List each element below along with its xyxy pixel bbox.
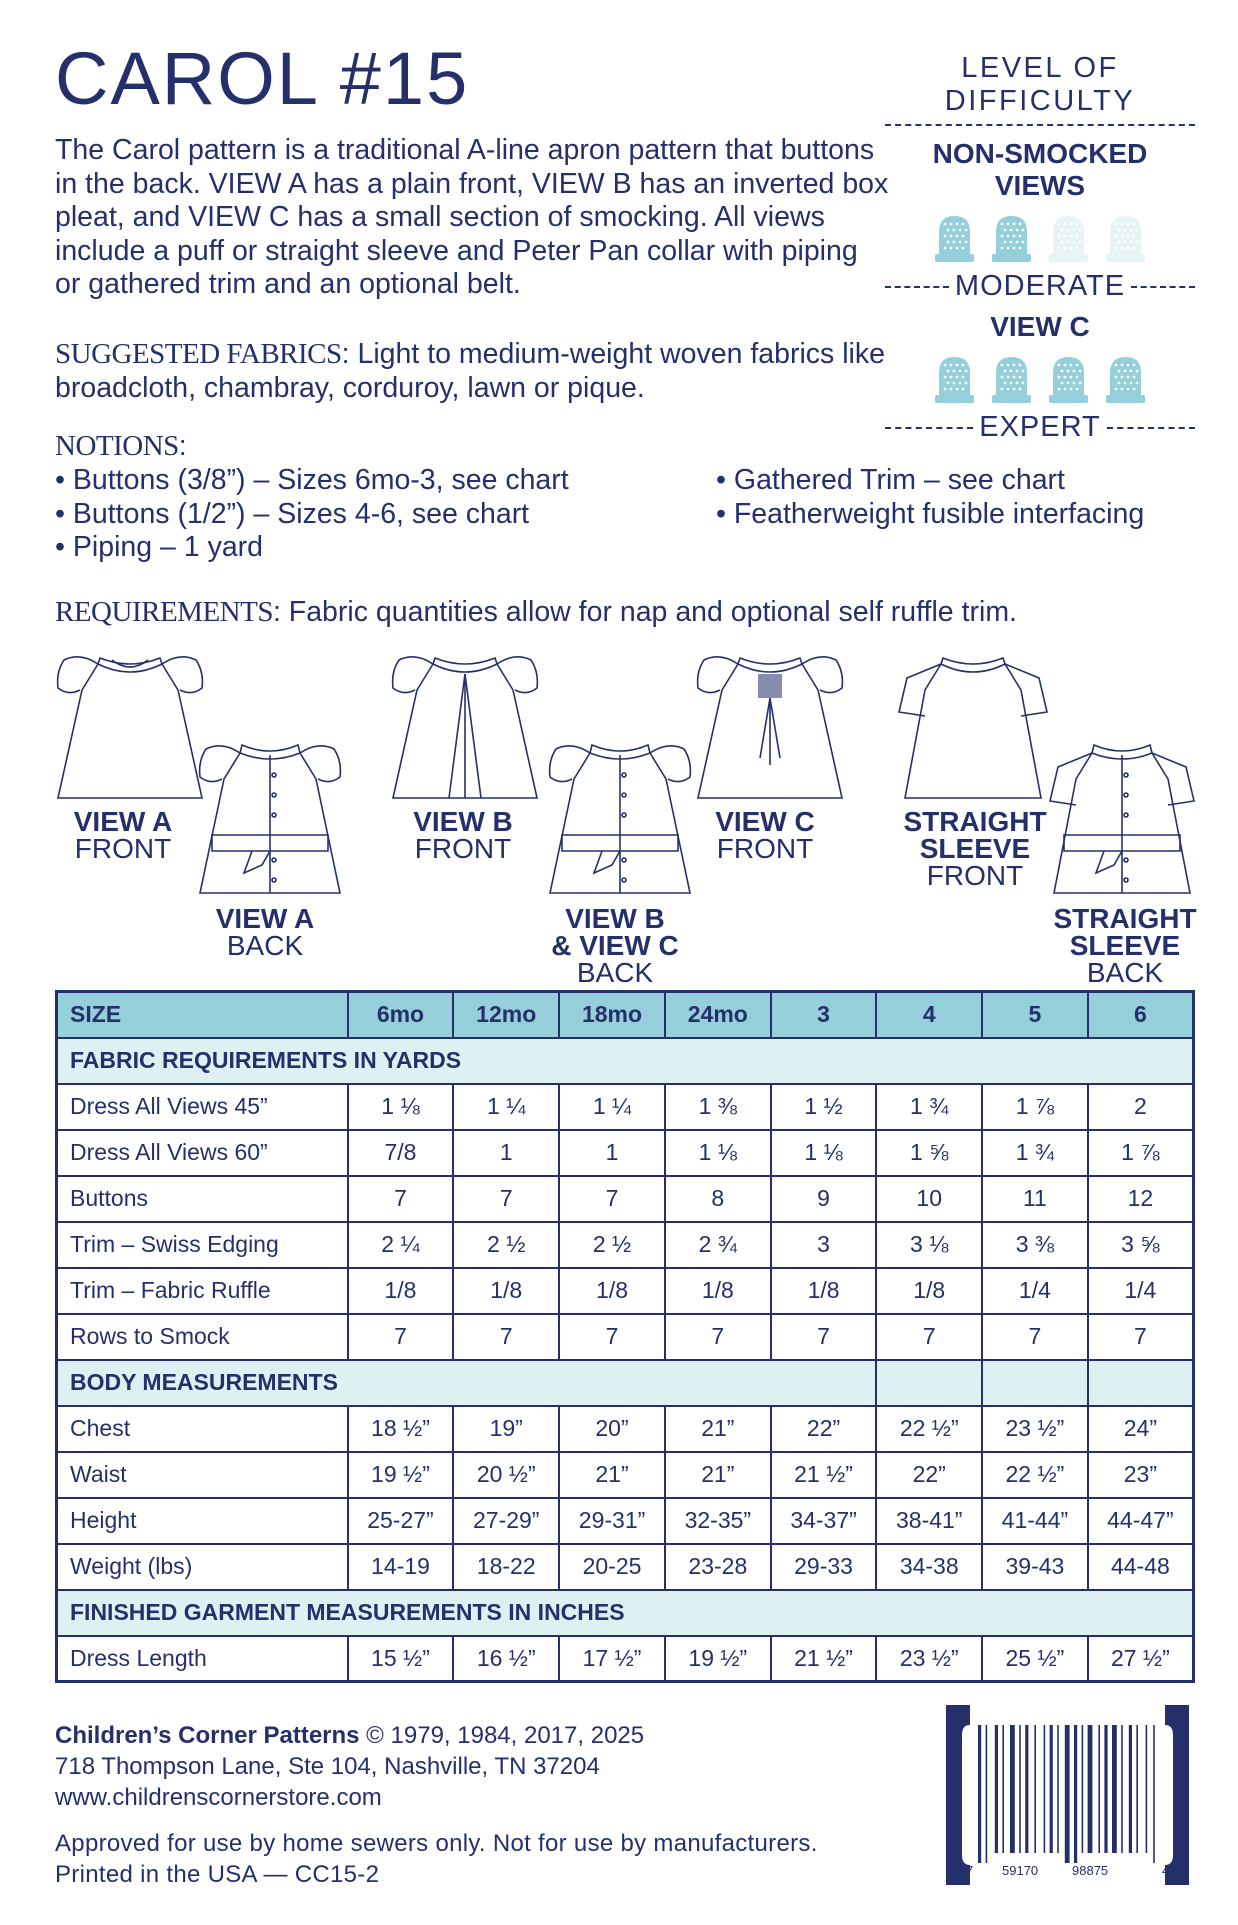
view-b-front-label: VIEW B FRONT <box>413 806 513 864</box>
table-cell: 3 ⅝ <box>1088 1222 1194 1268</box>
size-column-header: 3 <box>771 992 877 1038</box>
table-cell: 29-33 <box>771 1544 877 1590</box>
table-cell: 1 ⅛ <box>665 1130 771 1176</box>
table-cell: 7/8 <box>348 1130 454 1176</box>
table-cell: 44-47” <box>1088 1498 1194 1544</box>
straight-sleeve-back-illustration <box>1042 735 1202 900</box>
table-cell: 34-37” <box>771 1498 877 1544</box>
table-cell: 44-48 <box>1088 1544 1194 1590</box>
table-cell: 1/8 <box>665 1268 771 1314</box>
table-cell: 2 ½ <box>453 1222 559 1268</box>
barcode-bar <box>1025 1725 1028 1853</box>
table-cell: 18 ½” <box>348 1406 454 1452</box>
table-cell: 7 <box>453 1176 559 1222</box>
fabrics-label: SUGGESTED FABRICS <box>55 338 342 370</box>
table-row <box>57 1314 1194 1360</box>
view-bc-back-label: VIEW B & VIEW C BACK <box>551 903 679 988</box>
notions-list-right <box>716 464 1144 531</box>
table-row <box>57 1268 1194 1314</box>
straight-sleeve-front-illustration <box>893 640 1053 805</box>
table-cell: 2 ¼ <box>348 1222 454 1268</box>
table-cell: 1 ¼ <box>559 1084 665 1130</box>
table-cell: 38-41” <box>876 1498 982 1544</box>
thimble-icon <box>988 353 1035 405</box>
table-cell: 7 <box>348 1314 454 1360</box>
straight-sleeve-front-label: STRAIGHT SLEEVE FRONT <box>903 806 1047 891</box>
size-column-header: 4 <box>876 992 982 1038</box>
notions-list-left <box>55 464 569 565</box>
table-group-row <box>57 1590 1194 1636</box>
table-cell: 1/4 <box>1088 1268 1194 1314</box>
row-label: Trim – Fabric Ruffle <box>57 1268 348 1314</box>
table-cell: 1 ⅜ <box>665 1084 771 1130</box>
table-cell: 14-19 <box>348 1544 454 1590</box>
table-cell: 7 <box>665 1314 771 1360</box>
table-header-row <box>57 992 1194 1038</box>
table-cell: 7 <box>771 1314 877 1360</box>
table-row <box>57 1222 1194 1268</box>
table-row <box>57 1636 1194 1682</box>
table-cell: 1/8 <box>348 1268 454 1314</box>
table-cell: 1/8 <box>771 1268 877 1314</box>
table-cell: 3 ⅛ <box>876 1222 982 1268</box>
table-cell: 7 <box>876 1314 982 1360</box>
thimble-icon <box>931 353 978 405</box>
barcode-bar <box>1082 1725 1084 1853</box>
size-column-header: 18mo <box>559 992 665 1038</box>
table-cell: 2 ¾ <box>665 1222 771 1268</box>
table-cell: 22” <box>771 1406 877 1452</box>
table-cell: 1/4 <box>982 1268 1088 1314</box>
row-label: Dress All Views 45” <box>57 1084 348 1130</box>
barcode-bar <box>1129 1725 1132 1853</box>
non-smocked-label: NON-SMOCKED VIEWS <box>932 138 1148 201</box>
table-cell: 22” <box>876 1452 982 1498</box>
printed-text: Printed in the USA — CC15-2 <box>55 1861 380 1888</box>
thimble-icon <box>1102 353 1149 405</box>
thimble-icon <box>988 212 1035 264</box>
requirements-label: REQUIREMENTS <box>55 596 273 628</box>
table-cell: 1 ⅛ <box>771 1130 877 1176</box>
thimble-icon <box>1045 353 1092 405</box>
barcode-bar <box>986 1725 988 1863</box>
table-cell: 22 ½” <box>982 1452 1088 1498</box>
barcode-bar <box>1098 1725 1100 1853</box>
table-cell: 25 ½” <box>982 1636 1088 1682</box>
pattern-title: CAROL #15 <box>55 37 470 120</box>
table-cell: 24” <box>1088 1406 1194 1452</box>
view-c-thimbles <box>885 353 1195 407</box>
table-row <box>57 1084 1194 1130</box>
table-cell: 1 <box>559 1130 665 1176</box>
view-a-back-illustration <box>190 735 350 900</box>
table-cell: 12 <box>1088 1176 1194 1222</box>
table-cell: 11 <box>982 1176 1088 1222</box>
group-heading: FABRIC REQUIREMENTS IN YARDS <box>57 1038 1194 1084</box>
table-cell: 29-31” <box>559 1498 665 1544</box>
table-cell: 23” <box>1088 1452 1194 1498</box>
table-cell: 1 ⅛ <box>348 1084 454 1130</box>
barcode-bar <box>1057 1725 1059 1853</box>
row-label: Buttons <box>57 1176 348 1222</box>
view-a-back-label: VIEW A BACK <box>215 903 315 961</box>
notion-item: • Buttons (1/2”) – Sizes 4-6, see chart <box>55 497 530 530</box>
view-c-level-row <box>885 411 1195 444</box>
notion-item: • Gathered Trim – see chart <box>716 464 1065 496</box>
table-cell: 23 ½” <box>876 1636 982 1682</box>
barcode-bar <box>1112 1725 1117 1853</box>
notion-item: • Featherweight fusible interfacing <box>716 497 1145 530</box>
view-c-level: EXPERT <box>979 411 1101 443</box>
table-cell: 1 ¼ <box>453 1084 559 1130</box>
table-cell: 3 ⅜ <box>982 1222 1088 1268</box>
view-a-front-label: VIEW A FRONT <box>73 806 173 864</box>
table-cell: 9 <box>771 1176 877 1222</box>
notion-item: • Piping – 1 yard <box>55 531 264 563</box>
pattern-description: The Carol pattern is a traditional A-line apron pattern that buttons in the back. VIEW A has a plain front, VIEW B has an inverted box pleat, and VIEW C has a small section of smocking. All views include a puff or straight sleeve and Peter Pan collar with piping or gathered trim and an optional belt. <box>55 134 889 300</box>
table-cell: 21” <box>559 1452 665 1498</box>
usage-notice <box>55 1828 818 1890</box>
table-cell: 32-35” <box>665 1498 771 1544</box>
table-row <box>57 1130 1194 1176</box>
barcode-bar <box>1010 1725 1015 1853</box>
barcode-bar <box>1065 1725 1070 1863</box>
table-cell: 19 ½” <box>665 1636 771 1682</box>
table-cell: 19 ½” <box>348 1452 454 1498</box>
table-cell: 21 ½” <box>771 1636 877 1682</box>
view-c-front-illustration <box>690 640 850 805</box>
table-cell: 39-43 <box>982 1544 1088 1590</box>
table-cell: 10 <box>876 1176 982 1222</box>
table-cell: 20” <box>559 1406 665 1452</box>
website-link[interactable]: www.childrenscornerstore.com <box>55 1784 382 1811</box>
table-cell: 1 ⅞ <box>1088 1130 1194 1176</box>
thimble-icon <box>1102 212 1149 264</box>
view-a-front-illustration <box>50 640 210 805</box>
size-column-header: 24mo <box>665 992 771 1038</box>
table-cell: 8 <box>665 1176 771 1222</box>
barcode-bar <box>1088 1725 1093 1853</box>
table-cell: 27 ½” <box>1088 1636 1194 1682</box>
table-row <box>57 1406 1194 1452</box>
table-row <box>57 1176 1194 1222</box>
suggested-fabrics <box>55 338 905 405</box>
non-smocked-level-row <box>885 270 1195 303</box>
table-cell: 23 ½” <box>982 1406 1088 1452</box>
non-smocked-thimbles <box>885 212 1195 266</box>
barcode-bar <box>1019 1725 1021 1853</box>
requirements-text: : Fabric quantities allow for nap and optional self ruffle trim. <box>272 596 1017 628</box>
table-cell: 27-29” <box>453 1498 559 1544</box>
view-bc-back-illustration <box>540 735 700 900</box>
upc-barcode <box>940 1705 1195 1885</box>
table-cell: 1 <box>453 1130 559 1176</box>
group-heading: FINISHED GARMENT MEASUREMENTS IN INCHES <box>57 1590 1194 1636</box>
publisher-info <box>55 1720 644 1813</box>
barcode-bar <box>1136 1725 1138 1853</box>
table-cell: 7 <box>453 1314 559 1360</box>
table-cell: 19” <box>453 1406 559 1452</box>
thimble-icon <box>1045 212 1092 264</box>
row-label: Trim – Swiss Edging <box>57 1222 348 1268</box>
notions-heading: NOTIONS: <box>55 430 187 462</box>
table-cell: 7 <box>559 1176 665 1222</box>
row-label: Waist <box>57 1452 348 1498</box>
row-label: Dress Length <box>57 1636 348 1682</box>
view-c-front-label: VIEW C FRONT <box>715 806 815 864</box>
view-b-front-illustration <box>385 640 545 805</box>
copyright: © 1979, 1984, 2017, 2025 <box>359 1722 645 1749</box>
barcode-group-2: 98875 <box>1072 1863 1109 1878</box>
table-cell: 7 <box>982 1314 1088 1360</box>
table-cell: 34-38 <box>876 1544 982 1590</box>
table-cell: 1 ¾ <box>876 1084 982 1130</box>
table-cell: 22 ½” <box>876 1406 982 1452</box>
barcode-group-1: 59170 <box>1002 1863 1039 1878</box>
barcode-bar <box>1002 1725 1004 1853</box>
barcode-bar <box>1034 1725 1036 1853</box>
table-cell: 7 <box>559 1314 665 1360</box>
barcode-digit-left: 7 <box>966 1863 974 1878</box>
table-cell: 1/8 <box>453 1268 559 1314</box>
table-row <box>57 1498 1194 1544</box>
thimble-icon <box>931 212 978 264</box>
table-cell: 1 ⅝ <box>876 1130 982 1176</box>
table-cell: 17 ½” <box>559 1636 665 1682</box>
barcode-bar <box>995 1725 998 1853</box>
table-cell: 1 ⅞ <box>982 1084 1088 1130</box>
requirements-table <box>55 990 1195 1683</box>
table-cell: 18-22 <box>453 1544 559 1590</box>
view-c-label: VIEW C <box>990 311 1090 342</box>
fabrics-text: : Light to medium-weight woven fabrics like broadcloth, chambray, corduroy, lawn or pique. <box>55 338 885 404</box>
barcode-bar <box>1121 1725 1123 1853</box>
table-cell: 23-28 <box>665 1544 771 1590</box>
table-row <box>57 1544 1194 1590</box>
barcode-bar <box>1146 1725 1148 1853</box>
straight-sleeve-back-label: STRAIGHT SLEEVE BACK <box>1053 903 1197 988</box>
table-cell: 21 ½” <box>771 1452 877 1498</box>
requirements-heading <box>55 596 1017 630</box>
table-cell: 20 ½” <box>453 1452 559 1498</box>
size-column-header: 5 <box>982 992 1088 1038</box>
company-name: Children’s Corner Patterns <box>55 1722 360 1749</box>
notion-item: • Buttons (3/8”) – Sizes 6mo-3, see chart <box>55 464 569 496</box>
table-cell: 3 <box>771 1222 877 1268</box>
barcode-bar <box>1153 1725 1155 1863</box>
table-group-row <box>57 1360 1194 1406</box>
table-cell: 25-27” <box>348 1498 454 1544</box>
notions-label: NOTIONS <box>55 430 179 462</box>
table-cell: 20-25 <box>559 1544 665 1590</box>
barcode-bar <box>1074 1725 1077 1863</box>
barcode-bar <box>1044 1725 1046 1853</box>
size-column-header: 12mo <box>453 992 559 1038</box>
table-cell: 2 <box>1088 1084 1194 1130</box>
table-cell: 1/8 <box>876 1268 982 1314</box>
barcode-bar <box>1104 1725 1107 1853</box>
size-header: SIZE <box>57 992 348 1038</box>
table-cell: 21” <box>665 1452 771 1498</box>
table-row <box>57 1452 1194 1498</box>
table-cell: 15 ½” <box>348 1636 454 1682</box>
address: 718 Thompson Lane, Ste 104, Nashville, TN 37204 <box>55 1753 600 1780</box>
difficulty-panel <box>885 52 1195 444</box>
row-label: Weight (lbs) <box>57 1544 348 1590</box>
barcode-bar <box>978 1725 981 1863</box>
table-cell: 1 ¾ <box>982 1130 1088 1176</box>
table-cell: 16 ½” <box>453 1636 559 1682</box>
size-column-header: 6 <box>1088 992 1194 1038</box>
row-label: Chest <box>57 1406 348 1452</box>
difficulty-heading: LEVEL OF DIFFICULTY <box>885 52 1195 126</box>
row-label: Dress All Views 60” <box>57 1130 348 1176</box>
table-cell: 1/8 <box>559 1268 665 1314</box>
barcode-digit-right: 4 <box>1162 1863 1170 1878</box>
group-heading: BODY MEASUREMENTS <box>57 1360 877 1406</box>
table-cell: 21” <box>665 1406 771 1452</box>
approval-text: Approved for use by home sewers only. Not for use by manufacturers. <box>55 1830 818 1857</box>
table-cell: 41-44” <box>982 1498 1088 1544</box>
table-cell: 2 ½ <box>559 1222 665 1268</box>
size-column-header: 6mo <box>348 992 454 1038</box>
row-label: Rows to Smock <box>57 1314 348 1360</box>
non-smocked-level: MODERATE <box>954 270 1126 302</box>
barcode-bar <box>1050 1725 1053 1853</box>
table-cell: 7 <box>348 1176 454 1222</box>
table-cell: 1 ½ <box>771 1084 877 1130</box>
table-group-row <box>57 1038 1194 1084</box>
table-cell: 7 <box>1088 1314 1194 1360</box>
row-label: Height <box>57 1498 348 1544</box>
